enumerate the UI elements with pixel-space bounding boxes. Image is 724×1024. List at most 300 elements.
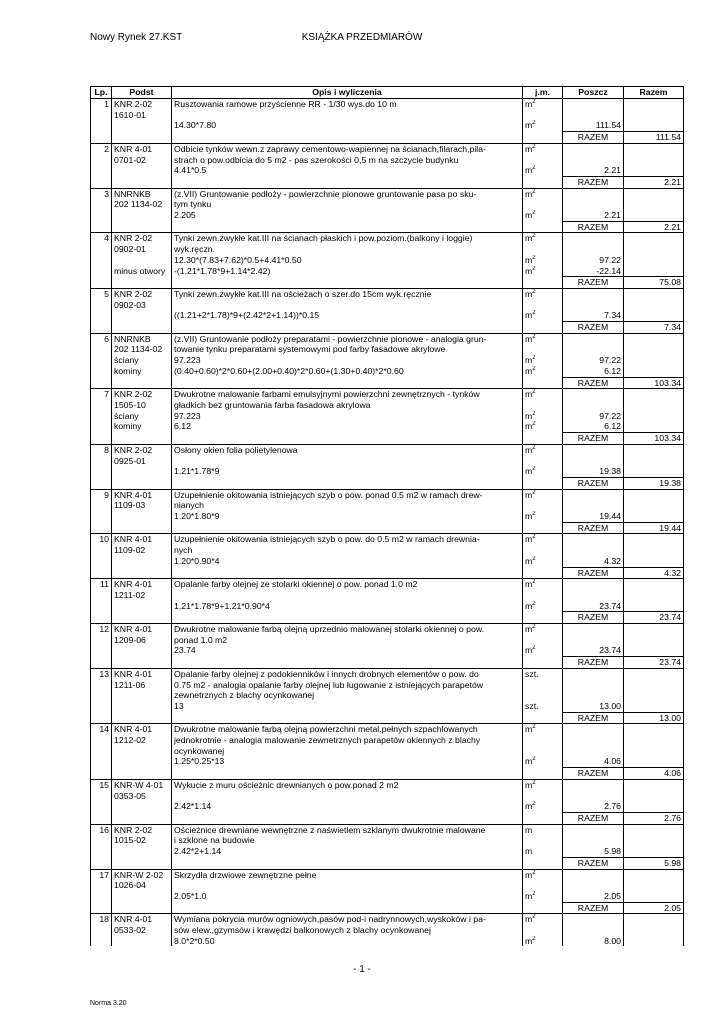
- opis-cell: [172, 768, 523, 780]
- poszcz-cell: [563, 244, 624, 255]
- poszcz-cell: RAZEM: [563, 567, 624, 579]
- table-row: [91, 522, 684, 534]
- razem-cell: [624, 746, 684, 757]
- table-row: [91, 477, 684, 489]
- jm-cell: [523, 746, 563, 757]
- jm-cell: $m^2$: [523, 188, 563, 199]
- lp-cell: [91, 255, 112, 266]
- razem-cell: [624, 779, 684, 790]
- podst-cell: [112, 556, 172, 567]
- opis-cell: [172, 612, 523, 624]
- poszcz-cell: [563, 233, 624, 244]
- lp-cell: [91, 477, 112, 489]
- poszcz-cell: [563, 155, 624, 166]
- jm-cell: [523, 880, 563, 891]
- razem-cell: [624, 724, 684, 735]
- jm-cell: $m^2$: [523, 266, 563, 277]
- poszcz-cell: 23.74: [563, 645, 624, 656]
- razem-cell: [624, 188, 684, 199]
- poszcz-cell: 2.76: [563, 801, 624, 812]
- col-header-podst: Podst: [112, 87, 172, 99]
- jm-cell: [523, 612, 563, 624]
- razem-cell: [624, 791, 684, 802]
- lp-cell: [91, 936, 112, 947]
- razem-cell: [624, 556, 684, 567]
- podst-cell: KNR-W 4-01: [112, 779, 172, 790]
- podst-cell: KNR 4-01: [112, 914, 172, 925]
- jm-cell: $m^2$: [523, 255, 563, 266]
- podst-cell: 202 1134-02: [112, 199, 172, 210]
- table-row: [91, 857, 684, 869]
- opis-cell: ocynkowanej: [172, 746, 523, 757]
- lp-cell: [91, 880, 112, 891]
- lp-cell: [91, 210, 112, 221]
- lp-cell: 18: [91, 914, 112, 925]
- opis-cell: ((1.21+2*1.78)*9+(2.42*2+1.14))*0.15: [172, 310, 523, 321]
- jm-cell: $m^2$: [523, 489, 563, 500]
- razem-cell: [624, 601, 684, 612]
- razem-cell: [624, 590, 684, 601]
- poszcz-cell: [563, 635, 624, 646]
- lp-cell: [91, 355, 112, 366]
- lp-cell: 14: [91, 724, 112, 735]
- opis-cell: [172, 300, 523, 311]
- lp-cell: [91, 567, 112, 579]
- podst-cell: [112, 657, 172, 669]
- table-row: [91, 411, 684, 422]
- jm-cell: $m^2$: [523, 421, 563, 432]
- norma-version: Norma 3.20: [90, 1000, 127, 1007]
- opis-cell: [172, 477, 523, 489]
- razem-cell: [624, 110, 684, 121]
- lp-cell: [91, 522, 112, 534]
- opis-cell: Opalanie farby olejnej z podokienników i innych drobnych elementów o pow. do: [172, 668, 523, 679]
- lp-cell: 10: [91, 534, 112, 545]
- opis-cell: Odbicie tynków wewn.z zaprawy cementowo-wapiennej na ścianach,filarach,pila-: [172, 143, 523, 154]
- poszcz-cell: [563, 99, 624, 110]
- table-row: [91, 355, 684, 366]
- razem-cell: [624, 735, 684, 746]
- razem-cell: [624, 511, 684, 522]
- opis-cell: jednokrotnie - analogia malowanie zewnetrznych parapetów okiennych z blachy: [172, 735, 523, 746]
- lp-cell: [91, 835, 112, 846]
- table-row: [91, 556, 684, 567]
- lp-cell: [91, 466, 112, 477]
- table-row: [91, 668, 684, 679]
- opis-cell: [172, 791, 523, 802]
- lp-cell: 7: [91, 389, 112, 400]
- poszcz-cell: [563, 590, 624, 601]
- table-row: [91, 925, 684, 936]
- podst-cell: [112, 322, 172, 334]
- table-row: [91, 724, 684, 735]
- podst-cell: KNR 4-01: [112, 724, 172, 735]
- podst-cell: 1209-06: [112, 635, 172, 646]
- lp-cell: [91, 813, 112, 825]
- razem-cell: [624, 936, 684, 947]
- poszcz-cell: [563, 869, 624, 880]
- jm-cell: $m^2$: [523, 556, 563, 567]
- razem-cell: [624, 255, 684, 266]
- podst-cell: [112, 176, 172, 188]
- razem-cell: [624, 835, 684, 846]
- podst-cell: [112, 756, 172, 767]
- podst-cell: [112, 701, 172, 712]
- opis-cell: nych: [172, 545, 523, 556]
- poszcz-cell: 19.44: [563, 511, 624, 522]
- poszcz-cell: [563, 456, 624, 467]
- poszcz-cell: [563, 534, 624, 545]
- razem-cell: [624, 489, 684, 500]
- lp-cell: [91, 590, 112, 601]
- opis-cell: 14.30*7.80: [172, 120, 523, 131]
- col-header-poszcz: Poszcz: [563, 87, 624, 99]
- opis-cell: strach o pow.odbicia do 5 m2 - pas szerokości 0,5 m na szczycie budynku: [172, 155, 523, 166]
- poszcz-cell: [563, 835, 624, 846]
- jm-cell: [523, 221, 563, 233]
- razem-cell: [624, 635, 684, 646]
- opis-cell: 97.223: [172, 355, 523, 366]
- opis-cell: 1.21*1.78*9+1.21*0.90*4: [172, 601, 523, 612]
- poszcz-cell: 4.32: [563, 556, 624, 567]
- table-row: [91, 233, 684, 244]
- opis-cell: 1.21*1.78*9: [172, 466, 523, 477]
- lp-cell: 9: [91, 489, 112, 500]
- razem-cell: [624, 199, 684, 210]
- lp-cell: [91, 680, 112, 691]
- podst-cell: [112, 612, 172, 624]
- poszcz-cell: [563, 143, 624, 154]
- poszcz-cell: [563, 880, 624, 891]
- jm-cell: $m^2$: [523, 801, 563, 812]
- poszcz-cell: 19.38: [563, 466, 624, 477]
- razem-cell: [624, 355, 684, 366]
- table-row: [91, 813, 684, 825]
- table-row: [91, 824, 684, 835]
- podst-cell: KNR-W 2-02: [112, 869, 172, 880]
- poszcz-cell: RAZEM: [563, 377, 624, 389]
- lp-cell: [91, 645, 112, 656]
- poszcz-cell: [563, 199, 624, 210]
- jm-cell: [523, 244, 563, 255]
- lp-cell: [91, 556, 112, 567]
- opis-cell: zewnetrznych z blachy ocynkowanej: [172, 690, 523, 701]
- poszcz-cell: [563, 735, 624, 746]
- podst-cell: [112, 902, 172, 914]
- lp-cell: [91, 400, 112, 411]
- table-row: [91, 534, 684, 545]
- jm-cell: szt.: [523, 668, 563, 679]
- razem-cell: [624, 210, 684, 221]
- jm-cell: $m^2$: [523, 120, 563, 131]
- podst-cell: 1015-02: [112, 835, 172, 846]
- opis-cell: [172, 322, 523, 334]
- table-row: [91, 701, 684, 712]
- poszcz-cell: [563, 300, 624, 311]
- jm-cell: $m^2$: [523, 914, 563, 925]
- opis-cell: tym tynku: [172, 199, 523, 210]
- opis-cell: 8.0*2*0.50: [172, 936, 523, 947]
- table-row: [91, 735, 684, 746]
- lp-cell: [91, 500, 112, 511]
- podst-cell: [112, 813, 172, 825]
- table-row: [91, 322, 684, 334]
- jm-cell: $m^2$: [523, 511, 563, 522]
- table-row: [91, 466, 684, 477]
- opis-cell: [172, 567, 523, 579]
- jm-cell: [523, 176, 563, 188]
- jm-cell: [523, 690, 563, 701]
- table-row: [91, 300, 684, 311]
- podst-cell: [112, 601, 172, 612]
- razem-cell: 7.34: [624, 322, 684, 334]
- podst-cell: [112, 746, 172, 757]
- podst-cell: 0533-02: [112, 925, 172, 936]
- podst-cell: KNR 2-02: [112, 444, 172, 455]
- opis-cell: [172, 590, 523, 601]
- razem-cell: [624, 624, 684, 635]
- lp-cell: 11: [91, 579, 112, 590]
- lp-cell: [91, 300, 112, 311]
- opis-cell: Uzupełnienie okitowania istniejących szyb o pow. do 0.5 m2 w ramach drewnia-: [172, 534, 523, 545]
- razem-cell: [624, 668, 684, 679]
- podst-cell: NNRNKB: [112, 188, 172, 199]
- opis-cell: (0.40+0.60)*2*0.60+(2.00+0.40)*2*0.60+(1.30+0.40)*2*0.60: [172, 366, 523, 377]
- opis-cell: i szklone na budowie: [172, 835, 523, 846]
- jm-cell: $m^2$: [523, 355, 563, 366]
- page-number: - 1 -: [353, 964, 371, 975]
- lp-cell: 4: [91, 233, 112, 244]
- lp-cell: 8: [91, 444, 112, 455]
- podst-cell: ściany: [112, 411, 172, 422]
- jm-cell: $m^2$: [523, 233, 563, 244]
- podst-cell: NNRNKB: [112, 333, 172, 344]
- razem-cell: [624, 344, 684, 355]
- podst-cell: [112, 310, 172, 321]
- razem-cell: [624, 400, 684, 411]
- podst-cell: 0353-05: [112, 791, 172, 802]
- table-row: [91, 902, 684, 914]
- razem-cell: 75.08: [624, 277, 684, 289]
- razem-cell: [624, 500, 684, 511]
- jm-cell: [523, 500, 563, 511]
- jm-cell: m: [523, 846, 563, 857]
- poszcz-cell: RAZEM: [563, 477, 624, 489]
- table-row: [91, 801, 684, 812]
- poszcz-cell: RAZEM: [563, 857, 624, 869]
- jm-cell: m: [523, 824, 563, 835]
- opis-cell: [172, 857, 523, 869]
- razem-cell: 4.32: [624, 567, 684, 579]
- table-row: [91, 120, 684, 131]
- razem-cell: [624, 914, 684, 925]
- jm-cell: $m^2$: [523, 99, 563, 110]
- lp-cell: [91, 221, 112, 233]
- table-row: [91, 624, 684, 635]
- table-body: [91, 99, 684, 947]
- opis-cell: Osłony okien folia polietylenowa: [172, 444, 523, 455]
- poszcz-cell: -22.14: [563, 266, 624, 277]
- table-row: [91, 936, 684, 947]
- razem-cell: [624, 143, 684, 154]
- jm-cell: [523, 300, 563, 311]
- opis-cell: towanie tynku preparatami systemowymi pod farby fasadowe akrylowe: [172, 344, 523, 355]
- razem-cell: [624, 233, 684, 244]
- opis-cell: 13: [172, 701, 523, 712]
- table-row: [91, 869, 684, 880]
- lp-cell: [91, 411, 112, 422]
- poszcz-cell: [563, 344, 624, 355]
- podst-cell: 1212-02: [112, 735, 172, 746]
- lp-cell: [91, 132, 112, 144]
- jm-cell: $m^2$: [523, 645, 563, 656]
- jm-cell: $m^2$: [523, 143, 563, 154]
- razem-cell: [624, 545, 684, 556]
- razem-cell: 111.54: [624, 132, 684, 144]
- table-row: [91, 266, 684, 277]
- table-row: [91, 310, 684, 321]
- poszcz-cell: [563, 110, 624, 121]
- poszcz-cell: [563, 624, 624, 635]
- lp-cell: [91, 344, 112, 355]
- razem-cell: [624, 411, 684, 422]
- opis-cell: 4.41*0.5: [172, 165, 523, 176]
- podst-cell: [112, 768, 172, 780]
- poszcz-cell: [563, 333, 624, 344]
- table-row: [91, 601, 684, 612]
- jm-cell: szt.: [523, 701, 563, 712]
- jm-cell: [523, 680, 563, 691]
- poszcz-cell: RAZEM: [563, 221, 624, 233]
- podst-cell: [112, 645, 172, 656]
- table-row: [91, 221, 684, 233]
- opis-cell: (z.VII) Gruntowanie podłoży - powierzchnie pionowe gruntowanie pasa po sku-: [172, 188, 523, 199]
- jm-cell: [523, 377, 563, 389]
- poszcz-cell: [563, 680, 624, 691]
- opis-cell: Opalanie farby olejnej ze stolarki okiennej o pow. ponad 1.0 m2: [172, 579, 523, 590]
- podst-cell: 202 1134-02: [112, 344, 172, 355]
- razem-cell: [624, 288, 684, 299]
- lp-cell: [91, 746, 112, 757]
- lp-cell: [91, 511, 112, 522]
- podst-cell: [112, 690, 172, 701]
- table-row: [91, 288, 684, 299]
- table-row: [91, 400, 684, 411]
- razem-cell: [624, 690, 684, 701]
- jm-cell: [523, 433, 563, 445]
- razem-cell: [624, 300, 684, 311]
- jm-cell: [523, 277, 563, 289]
- razem-cell: [624, 680, 684, 691]
- lp-cell: [91, 601, 112, 612]
- poszcz-cell: 97.22: [563, 355, 624, 366]
- jm-cell: $m^2$: [523, 444, 563, 455]
- lp-cell: [91, 366, 112, 377]
- podst-cell: 0925-01: [112, 456, 172, 467]
- jm-cell: $m^2$: [523, 466, 563, 477]
- razem-cell: [624, 579, 684, 590]
- table-row: [91, 690, 684, 701]
- podst-cell: [112, 466, 172, 477]
- poszcz-cell: 5.98: [563, 846, 624, 857]
- lp-cell: [91, 857, 112, 869]
- table-header-row: [91, 87, 684, 99]
- jm-cell: $m^2$: [523, 288, 563, 299]
- opis-cell: 2.05*1.0: [172, 891, 523, 902]
- podst-cell: KNR 4-01: [112, 579, 172, 590]
- opis-cell: Dwukrotne malowanie farbą olejną powierzchni metal.pełnych szpachlowanych: [172, 724, 523, 735]
- poszcz-cell: 23.74: [563, 601, 624, 612]
- table-row: [91, 891, 684, 902]
- razem-cell: 13.00: [624, 712, 684, 724]
- lp-cell: [91, 155, 112, 166]
- table-row: [91, 779, 684, 790]
- table-row: [91, 791, 684, 802]
- lp-cell: [91, 421, 112, 432]
- razem-cell: [624, 701, 684, 712]
- razem-cell: [624, 99, 684, 110]
- jm-cell: [523, 857, 563, 869]
- lp-cell: [91, 165, 112, 176]
- opis-cell: Tynki zewn.zwykłe kat.III na ościeżach o szer.do 15cm wyk.ręcznie: [172, 288, 523, 299]
- jm-cell: [523, 344, 563, 355]
- poszcz-cell: [563, 914, 624, 925]
- poszcz-cell: RAZEM: [563, 712, 624, 724]
- table-row: [91, 377, 684, 389]
- opis-cell: 2.42*2+1.14: [172, 846, 523, 857]
- table-row: [91, 199, 684, 210]
- jm-cell: $m^2$: [523, 724, 563, 735]
- podst-cell: 1610-01: [112, 110, 172, 121]
- razem-cell: 2.21: [624, 176, 684, 188]
- poszcz-cell: RAZEM: [563, 902, 624, 914]
- razem-cell: [624, 880, 684, 891]
- table-row: [91, 835, 684, 846]
- podst-cell: 0902-01: [112, 244, 172, 255]
- razem-cell: [624, 846, 684, 857]
- opis-cell: [172, 522, 523, 534]
- podst-cell: [112, 210, 172, 221]
- razem-cell: [624, 333, 684, 344]
- table-row: [91, 176, 684, 188]
- razem-cell: 103.34: [624, 377, 684, 389]
- opis-cell: Wymiana pokrycia murów ogniowych,pasów pod-i nadrynnowych,wyskoków i pa-: [172, 914, 523, 925]
- lp-cell: 5: [91, 288, 112, 299]
- opis-cell: [172, 456, 523, 467]
- jm-cell: [523, 635, 563, 646]
- lp-cell: [91, 199, 112, 210]
- table-row: [91, 255, 684, 266]
- jm-cell: [523, 400, 563, 411]
- opis-cell: 97.223: [172, 411, 523, 422]
- razem-cell: 5.98: [624, 857, 684, 869]
- podst-cell: [112, 936, 172, 947]
- podst-cell: 1211-06: [112, 680, 172, 691]
- jm-cell: [523, 155, 563, 166]
- jm-cell: [523, 132, 563, 144]
- opis-cell: sów elew.,gzymsów i krawędzi balkonowych z blachy ocynkowanej: [172, 925, 523, 936]
- table-row: [91, 645, 684, 656]
- lp-cell: [91, 377, 112, 389]
- razem-cell: [624, 466, 684, 477]
- podst-cell: KNR 2-02: [112, 99, 172, 110]
- podst-cell: [112, 801, 172, 812]
- poszcz-cell: [563, 579, 624, 590]
- table-row: [91, 746, 684, 757]
- podst-cell: [112, 255, 172, 266]
- table-row: [91, 155, 684, 166]
- lp-cell: 1: [91, 99, 112, 110]
